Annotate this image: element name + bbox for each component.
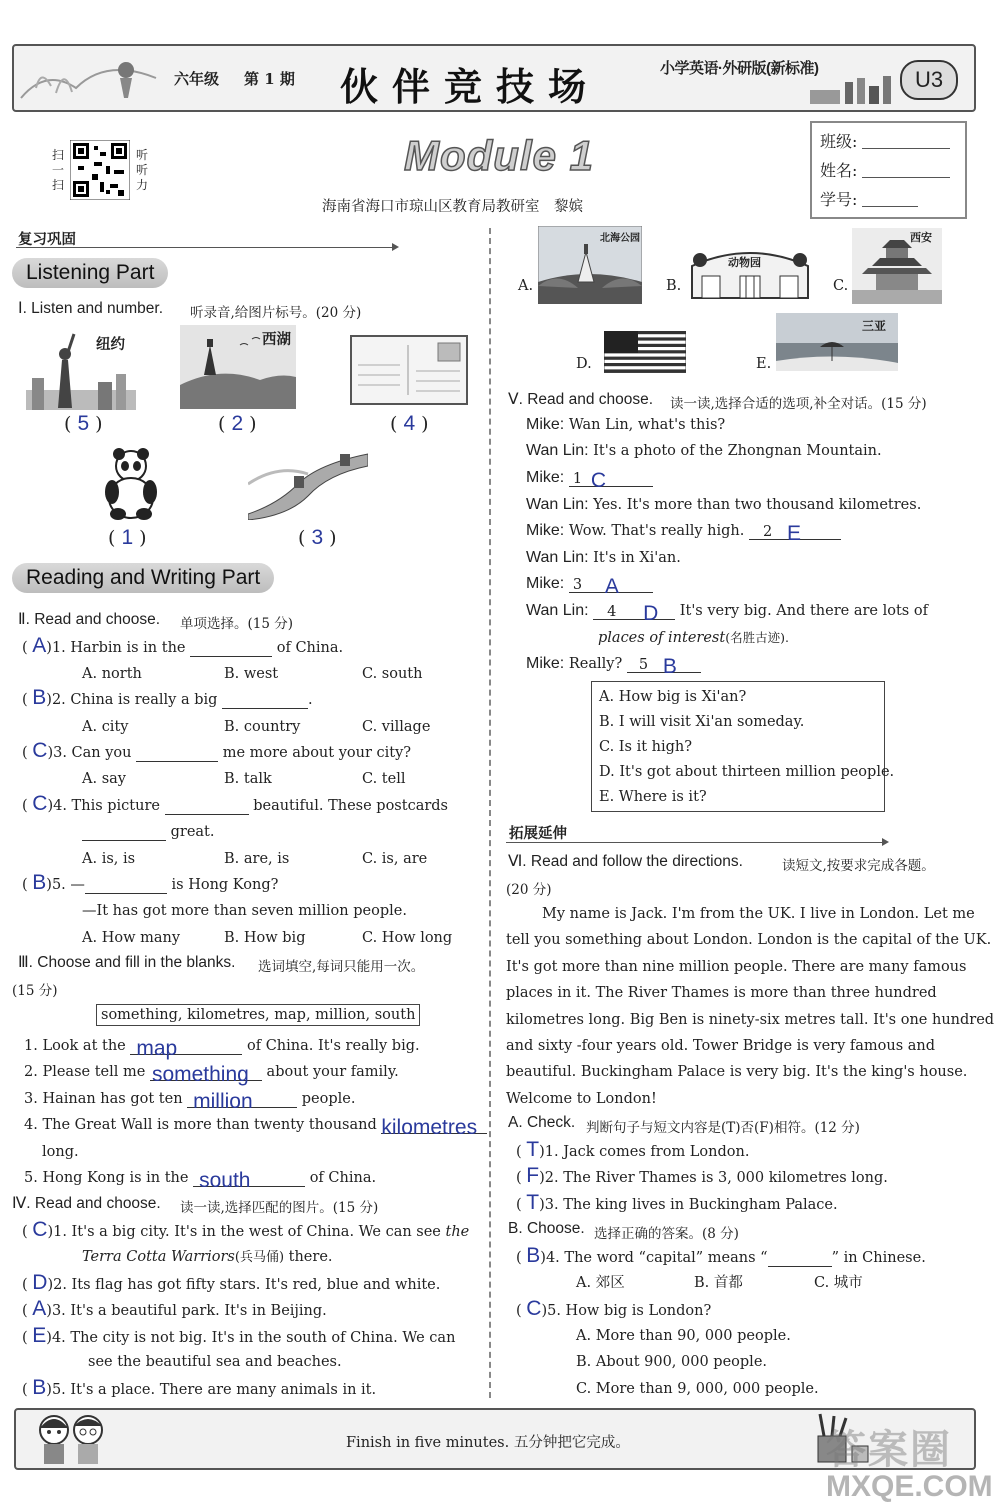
s2-q1-option-a[interactable]: A. north — [82, 666, 142, 682]
s1-pic1-answer: ( 5 ) — [64, 412, 103, 435]
s2-q3-option-c[interactable]: C. tell — [362, 771, 406, 787]
s4-pic-e-letter: E. — [756, 356, 772, 372]
footer-text: Finish in five minutes. 五分钟把它完成。 — [346, 1435, 630, 1451]
s2-q4-option-a[interactable]: A. is, is — [82, 851, 136, 867]
s3-q1: 1. Look at the map of China. It's really big. — [24, 1037, 420, 1060]
s1-pic2-answer: ( 2 ) — [218, 412, 257, 435]
review-divider — [16, 247, 394, 248]
s2-q5-option-a[interactable]: A. How many — [82, 930, 181, 946]
s4-instruction: 读一读,选择匹配的图片。(15 分) — [180, 1200, 379, 1216]
s5-line5: Mike: Wow. That's really high. 2 E — [526, 522, 841, 540]
s2-q4-option-b[interactable]: B. are, is — [224, 851, 290, 867]
s5-option-d[interactable]: D. It's got about thirteen million people. — [599, 764, 895, 780]
s4-pic-e-label: 三亚 — [862, 319, 887, 333]
s1-pic1-label: 纽约 — [96, 336, 125, 353]
s4-q2: ( D)2. Its flag has got fifty stars. It's red, blue and white. — [22, 1271, 441, 1294]
author-line: 海南省海口市琼山区教育局教研室 黎嫔 — [322, 199, 583, 215]
name-field[interactable] — [862, 177, 950, 178]
s3-word-box: something, kilometres, map, million, south — [96, 1004, 420, 1026]
s2-q2: ( B)2. China is really a big . — [22, 686, 313, 709]
column-divider — [489, 228, 491, 1398]
s5-line8b: places of interest(名胜古迹). — [598, 630, 789, 646]
s2-q5-option-b[interactable]: B. How big — [224, 930, 306, 946]
arrow-icon — [882, 838, 889, 846]
s2-q2-option-c[interactable]: C. village — [362, 719, 431, 735]
s4-q5: ( B)5. It's a place. There are many animals in it. — [22, 1376, 377, 1399]
review-heading: 复习巩固 — [18, 231, 76, 248]
s5-line7: Mike: 3 A — [526, 575, 653, 593]
s4-title: Ⅳ. Read and choose. — [12, 1195, 161, 1212]
s2-q5-line2: —It has got more than seven million people. — [82, 903, 407, 919]
s3-score: (15 分) — [12, 983, 58, 999]
s2-q5: ( B)5. — is Hong Kong? — [22, 871, 279, 894]
reading-part-pill: Reading and Writing Part — [12, 563, 274, 593]
id-field[interactable] — [862, 206, 918, 207]
passage-line: Welcome to London! — [506, 1090, 657, 1107]
qr-right-text: 听听力 — [136, 148, 149, 192]
extend-heading: 拓展延伸 — [509, 825, 567, 842]
s3-q5: 5. Hong Kong is in the south of China. — [24, 1169, 377, 1192]
s6-check-1: ( T)1. Jack comes from London. — [516, 1138, 750, 1161]
s6-check-2: ( F)2. The River Thames is 3, 000 kilometres long. — [516, 1164, 888, 1187]
s5-line6: Wan Lin: It's in Xi'an. — [526, 549, 681, 566]
passage-line: beautiful. Buckingham Palace is very big. It's the king's house. — [506, 1064, 968, 1081]
kids-cartoon-icon — [34, 1410, 110, 1466]
issue-label: 第 1 期 — [244, 70, 295, 88]
s2-title: Ⅱ. Read and choose. — [18, 611, 161, 628]
s2-q2-option-a[interactable]: A. city — [82, 719, 129, 735]
s6-check-instruction: 判断句子与短文内容是(T)否(F)相符。(12 分) — [586, 1120, 860, 1136]
s5-line1: Mike: Wan Lin, what's this? — [526, 416, 726, 433]
qr-left-text: 扫一扫 — [52, 148, 65, 192]
s6-q4-option-a[interactable]: A. 郊区 — [576, 1275, 625, 1291]
s4-q1: ( C)1. It's a big city. It's in the west of China. We can see the — [22, 1218, 470, 1241]
s2-q4: ( C)4. This picture beautiful. These postcards — [22, 792, 448, 815]
passage-line: places in it. The River Thames is more than three hundred — [506, 985, 937, 1002]
s6-q5-option-b[interactable]: B. About 900, 000 people. — [576, 1354, 768, 1370]
watermark-bottom: MXQE.COM — [826, 1470, 993, 1503]
s1-pic3-answer: ( 4 ) — [390, 412, 429, 435]
postcard-icon — [350, 335, 468, 405]
s3-q3: 3. Hainan has got ten million people. — [24, 1090, 356, 1113]
s6-instruction: 读短文,按要求完成各题。 — [782, 858, 935, 874]
s5-line8: Wan Lin: 4 D It's very big. And there are lots of — [526, 602, 928, 625]
s6-q5-option-a[interactable]: A. More than 90, 000 people. — [576, 1328, 791, 1344]
s1-pic5-answer: ( 3 ) — [298, 526, 337, 549]
name-label: 姓名: — [820, 161, 858, 180]
s6-choose-title: B. Choose. — [508, 1220, 585, 1237]
bookshelf-icon — [805, 72, 905, 106]
s2-q1-option-c[interactable]: C. south — [362, 666, 423, 682]
s5-option-a[interactable]: A. How big is Xi'an? — [599, 689, 747, 705]
s6-passage — [506, 901, 995, 1112]
s5-title: Ⅴ. Read and choose. — [508, 391, 654, 408]
passage-line: and sixty -four years old. Tower Bridge is very famous and — [506, 1038, 936, 1055]
arrow-icon — [392, 243, 399, 251]
s2-instruction: 单项选择。(15 分) — [180, 616, 294, 632]
grade-label: 六年级 — [174, 70, 220, 88]
s4-q3: ( A)3. It's a beautiful park. It's in Beijing. — [22, 1297, 327, 1320]
s2-q1: ( A)1. Harbin is in the of China. — [22, 634, 344, 657]
s2-q3-option-b[interactable]: B. talk — [224, 771, 272, 787]
passage-line: tell you something about London. London is the capital of the UK. — [506, 932, 992, 949]
module-title: Module 1 — [404, 132, 595, 179]
passage-line: My name is Jack. I'm from the UK. I live in London. Let me — [542, 906, 975, 922]
s6-title: Ⅵ. Read and follow the directions. — [508, 853, 743, 870]
s2-q3-option-a[interactable]: A. say — [82, 771, 126, 787]
passage-line: It's got more than nine million people. There are many famous — [506, 958, 967, 975]
s4-q1-line2: Terra Cotta Warriors(兵马俑) there. — [82, 1249, 333, 1265]
s4-pic-b-letter: B. — [666, 278, 682, 294]
s2-q4-line2: great. — [82, 823, 215, 841]
s5-line2: Wan Lin: It's a photo of the Zhongnan Mountain. — [526, 442, 882, 459]
series-label: 小学英语·外研版(新标准) — [660, 60, 819, 77]
s6-q4-option-b[interactable]: B. 首都 — [694, 1275, 743, 1291]
s2-q1-option-b[interactable]: B. west — [224, 666, 279, 682]
s4-pic-c-label: 西安 — [910, 231, 932, 244]
s3-instruction: 选词填空,每词只能用一次。 — [258, 959, 425, 975]
usa-flag-icon — [604, 331, 686, 373]
s1-title: Ⅰ. Listen and number. — [18, 300, 164, 317]
panda-icon — [100, 446, 162, 522]
s3-q2: 2. Please tell me something about your family. — [24, 1063, 399, 1086]
s4-q4: ( E)4. The city is not big. It's in the south of China. We can — [22, 1324, 456, 1347]
header-decoration-icon — [16, 48, 166, 106]
s3-q4-line2: long. — [42, 1144, 79, 1160]
s6-q4-option-c[interactable]: C. 城市 — [814, 1275, 863, 1291]
s5-option-b[interactable]: B. I will visit Xi'an someday. — [599, 714, 805, 730]
s3-title: Ⅲ. Choose and fill in the blanks. — [18, 954, 236, 971]
s1-instruction: 听录音,给图片标号。(20 分) — [190, 305, 362, 321]
great-wall-icon — [248, 444, 368, 520]
s4-pic-c-letter: C. — [833, 278, 849, 294]
listening-part-pill: Listening Part — [12, 258, 168, 288]
s6-score: (20 分) — [506, 882, 552, 898]
s5-line9: Mike: Really? 5 B — [526, 655, 701, 673]
s6-check-title: A. Check. — [508, 1114, 576, 1131]
s4-pic-a-label: 北海公园 — [600, 233, 640, 244]
s2-q2-option-b[interactable]: B. country — [224, 719, 301, 735]
s5-line3: Mike: 1 C — [526, 469, 653, 487]
s1-pic2-label: 西湖 — [262, 331, 291, 348]
s4-q4-line2: see the beautiful sea and beaches. — [88, 1354, 342, 1370]
s3-q4: 4. The Great Wall is more than twenty thousand kilometres — [24, 1116, 487, 1134]
s4-pic-b-label: 动物园 — [728, 256, 761, 269]
s5-option-e[interactable]: E. Where is it? — [599, 789, 707, 805]
class-field[interactable] — [862, 148, 950, 149]
s5-line4: Wan Lin: Yes. It's more than two thousand kilometres. — [526, 496, 922, 513]
s2-q5-option-c[interactable]: C. How long — [362, 930, 453, 946]
unit-badge: U3 — [900, 60, 958, 100]
class-label: 班级: — [820, 132, 858, 151]
s4-pic-d-letter: D. — [576, 356, 592, 372]
s4-pic-a-letter: A. — [518, 278, 534, 294]
s6-q4: ( B)4. The word “capital” means “ ” in Chinese. — [516, 1244, 926, 1267]
passage-line: kilometres long. Big Ben is ninety-six metres tall. It's one hundred — [506, 1011, 995, 1028]
s2-q4-option-c[interactable]: C. is, are — [362, 851, 428, 867]
watermark-top: 答案圈 — [826, 1428, 952, 1472]
qr-code-icon[interactable] — [70, 140, 130, 200]
s5-option-c[interactable]: C. Is it high? — [599, 739, 693, 755]
id-label: 学号: — [820, 190, 858, 209]
extend-divider — [506, 842, 884, 843]
s5-instruction: 读一读,选择合适的选项,补全对话。(15 分) — [670, 396, 927, 412]
s6-check-3: ( T)3. The king lives in Buckingham Palace. — [516, 1191, 838, 1214]
s2-q3: ( C)3. Can you me more about your city? — [22, 739, 412, 762]
s6-q5: ( C)5. How big is London? — [516, 1297, 712, 1320]
newspaper-title: 伙伴竞技场 — [340, 64, 601, 109]
s6-choose-instruction: 选择正确的答案。(8 分) — [594, 1226, 739, 1242]
s1-pic4-answer: ( 1 ) — [108, 526, 147, 549]
s6-q5-option-c[interactable]: C. More than 9, 000, 000 people. — [576, 1381, 819, 1397]
